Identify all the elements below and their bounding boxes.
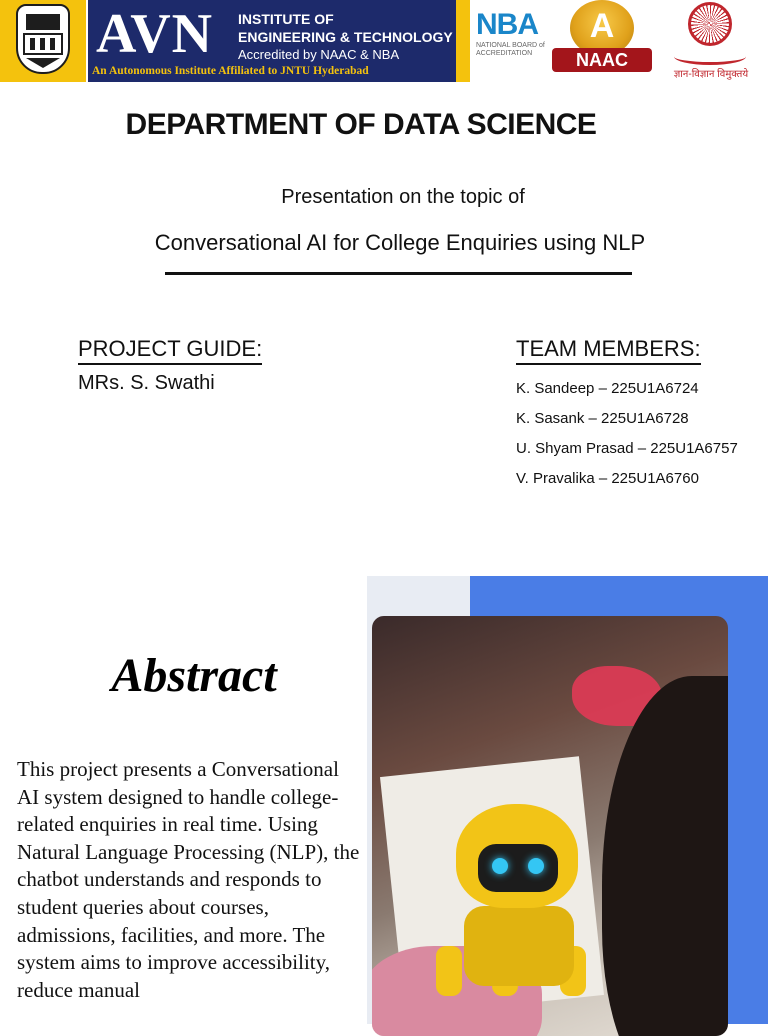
robot-eye-icon [528, 858, 544, 874]
title-divider [165, 272, 632, 275]
header-banner [0, 0, 768, 82]
abstract-heading: Abstract [111, 649, 277, 702]
ugc-motto: ज्ञान-विज्ञान विमुक्तये [673, 69, 749, 80]
gold-divider [456, 0, 470, 82]
robot-body [464, 906, 574, 986]
robot-face [478, 844, 558, 892]
guide-heading: PROJECT GUIDE: [78, 336, 262, 365]
nba-logo-icon [476, 8, 546, 74]
institute-tagline: An Autonomous Institute Affiliated to JNTU Hyderabad [92, 65, 369, 77]
team-member: K. Sasank – 225U1A6728 [516, 410, 689, 427]
team-members-list [516, 374, 738, 494]
team-member: K. Sandeep – 225U1A6724 [516, 380, 699, 397]
crest-background [0, 0, 86, 82]
nba-mark: NBA [476, 8, 538, 41]
institute-name [238, 10, 453, 63]
avn-logo: AVN [96, 3, 214, 65]
ugc-logo-icon [668, 0, 754, 82]
institute-line1: INSTITUTE OF [238, 11, 334, 27]
naac-label: NAAC [576, 50, 628, 70]
college-crest-icon [16, 4, 70, 74]
team-member: V. Pravalika – 225U1A6760 [516, 470, 699, 487]
team-member: U. Shyam Prasad – 225U1A6757 [516, 440, 738, 457]
robot-leg [436, 946, 462, 996]
team-heading: TEAM MEMBERS: [516, 336, 701, 365]
robot-toy-photo [372, 616, 728, 1036]
guide-name: MRs. S. Swathi [78, 372, 215, 394]
institute-banner [88, 0, 456, 82]
naac-grade: A [589, 7, 615, 45]
abstract-slide [0, 576, 768, 1024]
institute-line2: ENGINEERING & TECHNOLOGY [238, 29, 453, 45]
presentation-topic: Conversational AI for College Enquiries using NLP [154, 230, 646, 255]
presentation-label: Presentation on the topic of [281, 186, 525, 208]
department-title: DEPARTMENT OF DATA SCIENCE [125, 108, 597, 141]
photo-person-silhouette [602, 676, 728, 1036]
abstract-body: This project presents a Conversational AI system designed to handle college-related enquiries in real time. Using Natural Language Processing (NLP), the chatbot understands and responds to student queries about courses, admissions, facilities, and more. The system aims to improve accessibility, reduce manual [17, 757, 360, 1002]
robot-eye-icon [492, 858, 508, 874]
robot-head-icon [456, 804, 578, 908]
ugc-base [674, 48, 746, 65]
ugc-wheel-icon [688, 2, 732, 46]
nba-caption: NATIONAL BOARD of ACCREDITATION [476, 42, 545, 57]
accreditation-text: Accredited by NAAC & NBA [238, 47, 400, 62]
naac-logo-icon [548, 0, 658, 82]
